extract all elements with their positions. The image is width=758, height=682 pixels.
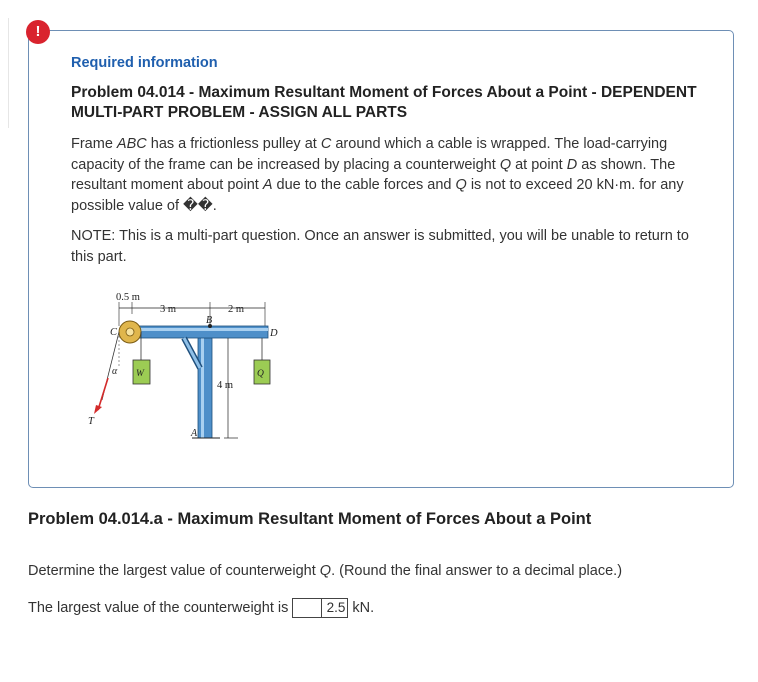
label-d: D (270, 328, 278, 339)
label-c: C (110, 327, 118, 338)
dim-05-label: 0.5 m (116, 292, 140, 303)
left-rule (0, 18, 9, 128)
label-t: T (88, 416, 94, 427)
dim-2-label: 2 m (228, 304, 245, 315)
answer-value: 2.5 (326, 600, 346, 615)
answer-label: The largest value of the counterweight is (28, 600, 289, 616)
answer-input[interactable] (292, 598, 348, 618)
frame-pulley-figure (80, 286, 290, 446)
answer-row (28, 598, 374, 618)
part-a-title: Problem 04.014.a - Maximum Resultant Moment of Forces About a Point (28, 510, 592, 528)
dim-4-label: 4 m (217, 380, 234, 391)
label-b: B (206, 315, 213, 326)
label-w: W (136, 369, 144, 379)
label-alpha: α (112, 366, 118, 377)
required-info-heading: Required information (71, 55, 218, 71)
label-a: A (191, 428, 198, 439)
label-q: Q (257, 369, 264, 379)
alert-icon: ! (26, 20, 50, 44)
part-a-question: Determine the largest value of counterweight Q. (Round the final answer to a decimal place.) (28, 563, 623, 579)
problem-title: Problem 04.014 - Maximum Resultant Moment of Forces About a Point - DEPENDENT MULTI-PART PROBLEM - ASSIGN ALL PARTS (71, 84, 697, 121)
problem-statement: Frame ABC has a frictionless pulley at C around which a cable is wrapped. The load-carrying capacity of the frame can be increased by placing a counterweight Q at point D as shown. The resultant moment about point A due to the cable forces and Q is not to exceed 20 kN·m. for any possible value of ��. (71, 136, 684, 214)
answer-unit: kN. (352, 600, 375, 616)
problem-note: NOTE: This is a multi-part question. Once an answer is submitted, you will be unable to return to this part. (71, 228, 689, 265)
dim-3-label: 3 m (160, 304, 177, 315)
